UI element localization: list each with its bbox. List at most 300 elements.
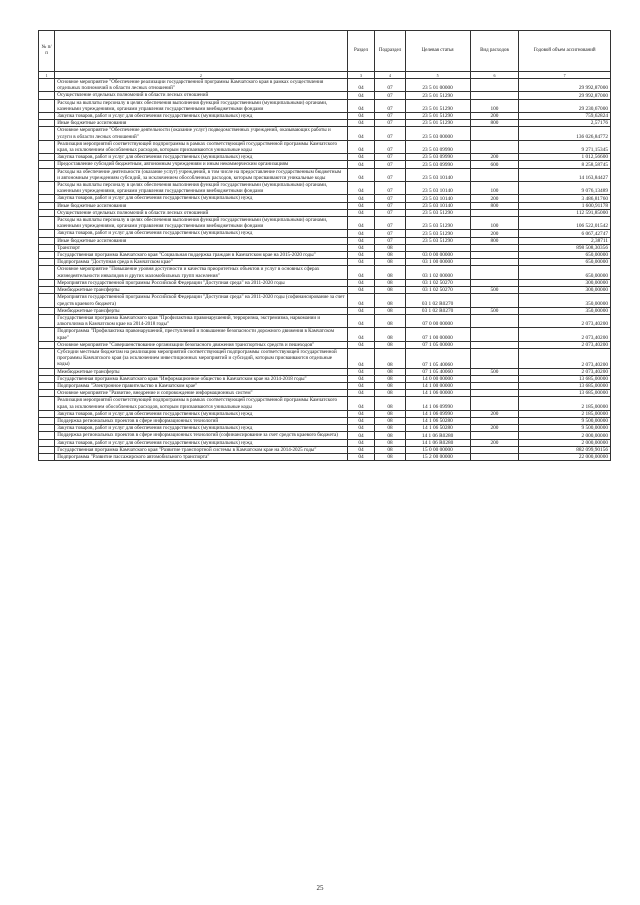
row-razdel-cell: 04	[347, 382, 375, 389]
row-razdel-cell: 04	[347, 230, 375, 237]
row-expense-type-cell	[470, 127, 519, 140]
row-expense-type-cell: 200	[470, 230, 519, 237]
row-podrazdel-cell: 08	[375, 397, 405, 410]
row-expense-type-cell	[470, 259, 519, 266]
column-number: 5	[405, 72, 470, 79]
row-name-cell: Государственная программа Камчатского края "Информационное общество в Камчатском крае на 2014-2018 годы"	[55, 375, 347, 382]
row-expense-type-cell	[470, 252, 519, 259]
row-amount-cell: 650,00000	[519, 252, 611, 259]
table-row	[39, 140, 611, 153]
row-number-cell	[39, 410, 55, 417]
row-number-cell	[39, 266, 55, 279]
row-expense-type-cell	[470, 417, 519, 424]
header-name	[55, 31, 347, 72]
table-row	[39, 417, 611, 424]
row-target-article-cell: 15 2 00 00000	[405, 453, 470, 460]
row-number-cell	[39, 341, 55, 348]
row-name-cell: Основное мероприятие "Совершенствование организации безопасного движения транспортных средств и пешеходов"	[55, 341, 347, 348]
table-row	[39, 328, 611, 341]
row-razdel-cell: 04	[347, 287, 375, 294]
row-expense-type-cell: 800	[470, 237, 519, 244]
row-podrazdel-cell: 07	[375, 202, 405, 209]
row-razdel-cell: 04	[347, 453, 375, 460]
row-razdel-cell: 04	[347, 244, 375, 251]
row-expense-type-cell	[470, 453, 519, 460]
row-target-article-cell: 23 5 03 51290	[405, 237, 470, 244]
row-target-article-cell	[405, 244, 470, 251]
row-podrazdel-cell: 07	[375, 237, 405, 244]
row-podrazdel-cell: 08	[375, 446, 405, 453]
row-expense-type-cell	[470, 168, 519, 181]
header-expense-type: Вид расходов	[470, 31, 519, 72]
table-row	[39, 294, 611, 307]
row-podrazdel-cell: 07	[375, 99, 405, 112]
header-num: № п/п	[39, 31, 55, 72]
table-row	[39, 244, 611, 251]
row-razdel-cell: 04	[347, 390, 375, 397]
row-expense-type-cell	[470, 244, 519, 251]
row-name-cell: Закупка товаров, работ и услуг для обеспечения государственных (муниципальных) нужд	[55, 113, 347, 120]
table-row	[39, 287, 611, 294]
row-expense-type-cell	[470, 79, 519, 92]
row-expense-type-cell	[470, 92, 519, 99]
row-name-cell: Подпрограмма "Профилактика правонарушений, преступлений и повышение безопасности дорожного движения в Камчатском крае"	[55, 328, 347, 341]
row-amount-cell: 2 185,00000	[519, 410, 611, 417]
row-name-cell: Расходы на выплаты персоналу в целях обеспечения выполнения функций государственными (муниципальными) органами, казенными учреждениями, органами управления государственными внебюджетными фондами	[55, 99, 347, 112]
row-target-article-cell: 03 1 02 50270	[405, 287, 470, 294]
row-amount-cell: 300,00000	[519, 279, 611, 286]
row-expense-type-cell	[470, 140, 519, 153]
table-header-row	[39, 31, 611, 72]
column-number: 3	[347, 72, 375, 79]
row-razdel-cell: 04	[347, 417, 375, 424]
row-razdel-cell: 04	[347, 348, 375, 368]
row-number-cell	[39, 209, 55, 216]
row-name-cell: Основное мероприятие "Обеспечение деятельности (оказание услуг) подведомственных учреждений, оказывающих работы и услуги в области лесных отношений"	[55, 127, 347, 140]
row-number-cell	[39, 244, 55, 251]
row-expense-type-cell: 200	[470, 113, 519, 120]
row-name-cell: Основное мероприятие "Развитие, внедрение и сопровождение информационных систем"	[55, 390, 347, 397]
row-expense-type-cell	[470, 341, 519, 348]
row-expense-type-cell	[470, 294, 519, 307]
row-razdel-cell: 04	[347, 439, 375, 446]
row-razdel-cell: 04	[347, 113, 375, 120]
row-razdel-cell: 04	[347, 314, 375, 327]
row-name-cell: Подпрограмма "Развитие пассажирского автомобильного транспорта"	[55, 453, 347, 460]
row-target-article-cell: 14 1 06 09990	[405, 410, 470, 417]
row-razdel-cell: 04	[347, 99, 375, 112]
row-target-article-cell: 03 1 02 R0270	[405, 294, 470, 307]
row-number-cell	[39, 439, 55, 446]
table-row	[39, 168, 611, 181]
row-number-cell	[39, 294, 55, 307]
row-target-article-cell: 23 5 01 51290	[405, 92, 470, 99]
row-number-cell	[39, 453, 55, 460]
row-podrazdel-cell: 08	[375, 410, 405, 417]
row-amount-cell: 898 508,30356	[519, 244, 611, 251]
row-razdel-cell: 04	[347, 425, 375, 432]
row-expense-type-cell	[470, 382, 519, 389]
row-amount-cell: 650,00000	[519, 259, 611, 266]
table-row	[39, 266, 611, 279]
row-target-article-cell: 07 0 00 00000	[405, 314, 470, 327]
row-number-cell	[39, 432, 55, 439]
row-name-cell: Государственная программа Камчатского края "Профилактика правонарушений, терроризма, экстремизма, наркомании и алкоголизма в Камчатском крае на 2014-2018 годы"	[55, 314, 347, 327]
row-razdel-cell: 04	[347, 341, 375, 348]
table-body	[39, 79, 611, 461]
row-expense-type-cell	[470, 328, 519, 341]
row-expense-type-cell	[470, 209, 519, 216]
table-row	[39, 79, 611, 92]
row-expense-type-cell: 500	[470, 368, 519, 375]
row-target-article-cell: 23 5 03 09990	[405, 154, 470, 161]
row-target-article-cell: 14 1 00 00000	[405, 382, 470, 389]
row-target-article-cell: 14 0 00 00000	[405, 375, 470, 382]
row-podrazdel-cell: 08	[375, 425, 405, 432]
row-podrazdel-cell: 08	[375, 382, 405, 389]
row-number-cell	[39, 287, 55, 294]
row-number-cell	[39, 328, 55, 341]
row-podrazdel-cell: 07	[375, 140, 405, 153]
row-expense-type-cell: 800	[470, 120, 519, 127]
row-amount-cell: 2 185,00000	[519, 397, 611, 410]
row-amount-cell: 2,38711	[519, 237, 611, 244]
row-podrazdel-cell: 08	[375, 417, 405, 424]
table-row	[39, 425, 611, 432]
row-amount-cell: 13 685,00000	[519, 382, 611, 389]
row-name-cell: Государственная программа Камчатского края "Социальная поддержка граждан в Камчатском крае на 2015-2020 годы"	[55, 252, 347, 259]
row-razdel-cell: 04	[347, 217, 375, 230]
row-podrazdel-cell: 08	[375, 314, 405, 327]
row-razdel-cell: 04	[347, 294, 375, 307]
row-razdel-cell: 04	[347, 266, 375, 279]
row-expense-type-cell: 100	[470, 217, 519, 230]
row-number-cell	[39, 348, 55, 368]
row-podrazdel-cell: 08	[375, 432, 405, 439]
table-row	[39, 341, 611, 348]
row-amount-cell: 136 026,84772	[519, 127, 611, 140]
row-number-cell	[39, 252, 55, 259]
row-podrazdel-cell: 08	[375, 266, 405, 279]
row-razdel-cell: 04	[347, 161, 375, 168]
row-podrazdel-cell: 08	[375, 252, 405, 259]
row-amount-cell: 9 076,13489	[519, 182, 611, 195]
row-name-cell: Межбюджетные трансферты	[55, 287, 347, 294]
row-number-cell	[39, 307, 55, 314]
row-amount-cell: 350,00000	[519, 294, 611, 307]
row-amount-cell: 2 073,40200	[519, 348, 611, 368]
row-podrazdel-cell: 07	[375, 217, 405, 230]
row-razdel-cell: 04	[347, 410, 375, 417]
row-podrazdel-cell: 07	[375, 168, 405, 181]
row-amount-cell: 3 486,81760	[519, 195, 611, 202]
row-target-article-cell: 14 1 06 09990	[405, 397, 470, 410]
table-row	[39, 439, 611, 446]
row-amount-cell: 2 073,40200	[519, 341, 611, 348]
row-target-article-cell: 23 5 03 10140	[405, 168, 470, 181]
row-expense-type-cell	[470, 266, 519, 279]
row-number-cell	[39, 375, 55, 382]
table-row	[39, 161, 611, 168]
table-row	[39, 453, 611, 460]
row-amount-cell: 8 258,58745	[519, 161, 611, 168]
row-razdel-cell: 04	[347, 79, 375, 92]
row-amount-cell: 9 500,00000	[519, 417, 611, 424]
header-podrazdel: Подраздел	[375, 31, 405, 72]
row-podrazdel-cell: 08	[375, 259, 405, 266]
row-expense-type-cell	[470, 348, 519, 368]
table-row	[39, 368, 611, 375]
row-podrazdel-cell: 07	[375, 182, 405, 195]
row-podrazdel-cell: 07	[375, 209, 405, 216]
column-number: 4	[375, 72, 405, 79]
row-amount-cell: 112 591,85000	[519, 209, 611, 216]
row-razdel-cell: 04	[347, 397, 375, 410]
row-amount-cell: 9 500,00000	[519, 425, 611, 432]
row-expense-type-cell: 500	[470, 287, 519, 294]
row-target-article-cell: 07 1 05 00000	[405, 341, 470, 348]
row-podrazdel-cell: 08	[375, 341, 405, 348]
row-podrazdel-cell: 08	[375, 279, 405, 286]
row-razdel-cell: 04	[347, 375, 375, 382]
row-razdel-cell: 04	[347, 120, 375, 127]
table-row	[39, 120, 611, 127]
row-podrazdel-cell: 07	[375, 79, 405, 92]
table-row	[39, 382, 611, 389]
table-row	[39, 375, 611, 382]
row-target-article-cell: 15 0 00 00000	[405, 446, 470, 453]
table-row	[39, 314, 611, 327]
row-expense-type-cell	[470, 279, 519, 286]
row-amount-cell: 882 099,90156	[519, 446, 611, 453]
column-number: 2	[55, 72, 347, 79]
row-number-cell	[39, 217, 55, 230]
table-row	[39, 127, 611, 140]
row-podrazdel-cell: 08	[375, 453, 405, 460]
row-podrazdel-cell: 08	[375, 328, 405, 341]
row-target-article-cell: 07 1 05 40060	[405, 368, 470, 375]
row-number-cell	[39, 397, 55, 410]
row-amount-cell: 2 073,40200	[519, 368, 611, 375]
row-amount-cell: 2 073,40200	[519, 328, 611, 341]
table-row	[39, 217, 611, 230]
row-target-article-cell: 14 1 06 50280	[405, 425, 470, 432]
row-podrazdel-cell: 07	[375, 120, 405, 127]
row-number-cell	[39, 154, 55, 161]
row-razdel-cell: 04	[347, 237, 375, 244]
header-razdel: Раздел	[347, 31, 375, 72]
row-razdel-cell: 04	[347, 307, 375, 314]
row-expense-type-cell	[470, 390, 519, 397]
column-number: 6	[470, 72, 519, 79]
row-expense-type-cell: 200	[470, 154, 519, 161]
row-name-cell: Иные бюджетные ассигнования	[55, 202, 347, 209]
row-number-cell	[39, 168, 55, 181]
row-target-article-cell: 23 5 03 51290	[405, 217, 470, 230]
row-target-article-cell: 23 5 03 10140	[405, 182, 470, 195]
row-number-cell	[39, 99, 55, 112]
row-razdel-cell: 04	[347, 202, 375, 209]
row-razdel-cell: 04	[347, 328, 375, 341]
row-amount-cell: 6 067,42747	[519, 230, 611, 237]
row-expense-type-cell: 600	[470, 161, 519, 168]
row-target-article-cell: 03 1 00 00000	[405, 259, 470, 266]
row-amount-cell: 106 522,01542	[519, 217, 611, 230]
row-name-cell: Иные бюджетные ассигнования	[55, 237, 347, 244]
row-amount-cell: 2 000,00000	[519, 439, 611, 446]
row-name-cell: Расходы на выплаты персоналу в целях обеспечения выполнения функций государственными (муниципальными) органами, казенными учреждениями, органами управления государственными внебюджетными фондами	[55, 217, 347, 230]
row-amount-cell: 759,62824	[519, 113, 611, 120]
row-amount-cell: 650,00000	[519, 266, 611, 279]
row-target-article-cell: 23 5 01 51290	[405, 113, 470, 120]
row-name-cell: Закупка товаров, работ и услуг для обеспечения государственных (муниципальных) нужд	[55, 154, 347, 161]
row-razdel-cell: 04	[347, 279, 375, 286]
row-expense-type-cell: 200	[470, 439, 519, 446]
row-amount-cell: 13 685,00000	[519, 390, 611, 397]
row-number-cell	[39, 195, 55, 202]
row-name-cell: Реализация мероприятий соответствующей подпрограммы в рамках соответствующей государственной программы Камчатского края, за исключением обособленных расходов, которым присваиваются уникальные коды	[55, 397, 347, 410]
row-razdel-cell: 04	[347, 259, 375, 266]
row-name-cell: Закупка товаров, работ и услуг для обеспечения государственных (муниципальных) нужд	[55, 230, 347, 237]
row-name-cell: Закупка товаров, работ и услуг для обеспечения государственных (муниципальных) нужд	[55, 410, 347, 417]
table-row	[39, 154, 611, 161]
row-name-cell: Закупка товаров, работ и услуг для обеспечения государственных (муниципальных) нужд	[55, 439, 347, 446]
row-expense-type-cell: 800	[470, 202, 519, 209]
row-number-cell	[39, 127, 55, 140]
row-target-article-cell: 03 0 00 00000	[405, 252, 470, 259]
row-amount-cell: 2,57176	[519, 120, 611, 127]
row-name-cell: Расходы на обеспечение деятельности (оказание услуг) учреждений, в том числе на предоставление государственным бюджетным и автономным учреждениям субсидий, за исключением обособленных расходов, которым присваиваются уникальные коды	[55, 168, 347, 181]
row-target-article-cell: 14 1 06 50280	[405, 417, 470, 424]
row-target-article-cell: 23 5 03 10140	[405, 202, 470, 209]
table-row	[39, 92, 611, 99]
table-row	[39, 307, 611, 314]
column-number: 7	[519, 72, 611, 79]
row-number-cell	[39, 368, 55, 375]
row-amount-cell: 29 992,87000	[519, 92, 611, 99]
header-annual-amount: Годовой объем ассигнований	[519, 31, 611, 72]
row-amount-cell: 13 685,00000	[519, 375, 611, 382]
row-target-article-cell: 14 1 06 R0280	[405, 432, 470, 439]
row-amount-cell: 22 000,00000	[519, 453, 611, 460]
row-target-article-cell: 03 1 02 R0270	[405, 307, 470, 314]
row-expense-type-cell: 200	[470, 195, 519, 202]
table-row	[39, 237, 611, 244]
table-row	[39, 432, 611, 439]
row-name-cell: Транспорт	[55, 244, 347, 251]
row-expense-type-cell: 100	[470, 99, 519, 112]
row-number-cell	[39, 120, 55, 127]
row-name-cell: Закупка товаров, работ и услуг для обеспечения государственных (муниципальных) нужд	[55, 425, 347, 432]
row-amount-cell: 9 271,15345	[519, 140, 611, 153]
row-number-cell	[39, 92, 55, 99]
row-podrazdel-cell: 08	[375, 294, 405, 307]
row-podrazdel-cell: 08	[375, 375, 405, 382]
row-number-cell	[39, 425, 55, 432]
row-amount-cell: 350,00000	[519, 307, 611, 314]
row-name-cell: Реализация мероприятий соответствующей подпрограммы в рамках соответствующей государственной программы Камчатского края, за исключением обособленных расходов, которым присваиваются уникальные коды	[55, 140, 347, 153]
row-name-cell: Закупка товаров, работ и услуг для обеспечения государственных (муниципальных) нужд	[55, 195, 347, 202]
row-target-article-cell: 23 5 03 00000	[405, 127, 470, 140]
row-amount-cell: 300,00000	[519, 287, 611, 294]
row-name-cell: Основное мероприятие "Повышение уровня доступности и качества приоритетных объектов и услуг в основных сферах жизнедеятельности инвалидов и других маломобильных групп населения"	[55, 266, 347, 279]
table-row	[39, 230, 611, 237]
row-target-article-cell: 03 1 02 50270	[405, 279, 470, 286]
table-row	[39, 113, 611, 120]
table-row	[39, 410, 611, 417]
row-razdel-cell: 04	[347, 368, 375, 375]
row-target-article-cell: 23 5 01 51290	[405, 120, 470, 127]
row-target-article-cell: 03 1 02 00000	[405, 266, 470, 279]
table-row	[39, 209, 611, 216]
table-row	[39, 446, 611, 453]
row-target-article-cell: 14 1 06 R0280	[405, 439, 470, 446]
row-name-cell: Предоставление субсидий бюджетным, автономным учреждениям и иным некоммерческим организациям	[55, 161, 347, 168]
row-podrazdel-cell: 07	[375, 113, 405, 120]
row-number-cell	[39, 182, 55, 195]
row-target-article-cell: 23 5 01 00000	[405, 79, 470, 92]
row-target-article-cell: 23 5 03 51290	[405, 230, 470, 237]
row-target-article-cell: 23 5 03 09990	[405, 140, 470, 153]
row-target-article-cell: 23 5 03 51290	[405, 209, 470, 216]
row-razdel-cell: 04	[347, 127, 375, 140]
row-number-cell	[39, 237, 55, 244]
column-number: 1	[39, 72, 55, 79]
row-podrazdel-cell: 08	[375, 439, 405, 446]
row-name-cell: Осуществление отдельных полномочий в области лесных отношений	[55, 92, 347, 99]
row-razdel-cell: 04	[347, 140, 375, 153]
row-amount-cell: 2 073,40200	[519, 314, 611, 327]
row-name-cell: Государственная программа Камчатского края "Развитие транспортной системы в Камчатском крае на 2014-2025 годы"	[55, 446, 347, 453]
row-number-cell	[39, 79, 55, 92]
row-target-article-cell: 23 5 03 09990	[405, 161, 470, 168]
row-target-article-cell: 14 1 06 00000	[405, 390, 470, 397]
row-podrazdel-cell: 08	[375, 307, 405, 314]
table-row	[39, 348, 611, 368]
row-podrazdel-cell: 07	[375, 127, 405, 140]
row-number-cell	[39, 202, 55, 209]
row-podrazdel-cell: 07	[375, 161, 405, 168]
table-row	[39, 202, 611, 209]
row-number-cell	[39, 113, 55, 120]
row-name-cell: Основное мероприятие "Обеспечение реализации государственной программы Камчатского края в рамках осуществления отдельных полномочий в области лесных отношений"	[55, 79, 347, 92]
row-razdel-cell: 04	[347, 182, 375, 195]
row-podrazdel-cell: 07	[375, 195, 405, 202]
budget-table	[38, 30, 611, 461]
row-name-cell: Субсидии местным бюджетам на реализацию мероприятий соответствующей подпрограммы соответствующей государственной программы Камчатского края (за исключением инвестиционных мероприятий и субсидий, которым присваиваются отдельные коды)	[55, 348, 347, 368]
row-number-cell	[39, 230, 55, 237]
row-podrazdel-cell: 08	[375, 287, 405, 294]
row-amount-cell: 14 163,84427	[519, 168, 611, 181]
table-row	[39, 279, 611, 286]
row-expense-type-cell: 200	[470, 410, 519, 417]
row-amount-cell: 2 000,00000	[519, 432, 611, 439]
row-podrazdel-cell: 07	[375, 92, 405, 99]
row-number-cell	[39, 382, 55, 389]
row-target-article-cell: 23 5 03 10140	[405, 195, 470, 202]
row-podrazdel-cell: 07	[375, 154, 405, 161]
row-razdel-cell: 04	[347, 154, 375, 161]
row-amount-cell: 29 230,67000	[519, 99, 611, 112]
row-name-cell: Подпрограмма "Доступная среда в Камчатском крае"	[55, 259, 347, 266]
row-expense-type-cell	[470, 446, 519, 453]
row-podrazdel-cell: 08	[375, 390, 405, 397]
row-razdel-cell: 04	[347, 252, 375, 259]
row-razdel-cell: 04	[347, 168, 375, 181]
table-row	[39, 259, 611, 266]
row-name-cell: Осуществление отдельных полномочий в области лесных отношений	[55, 209, 347, 216]
row-razdel-cell: 04	[347, 195, 375, 202]
